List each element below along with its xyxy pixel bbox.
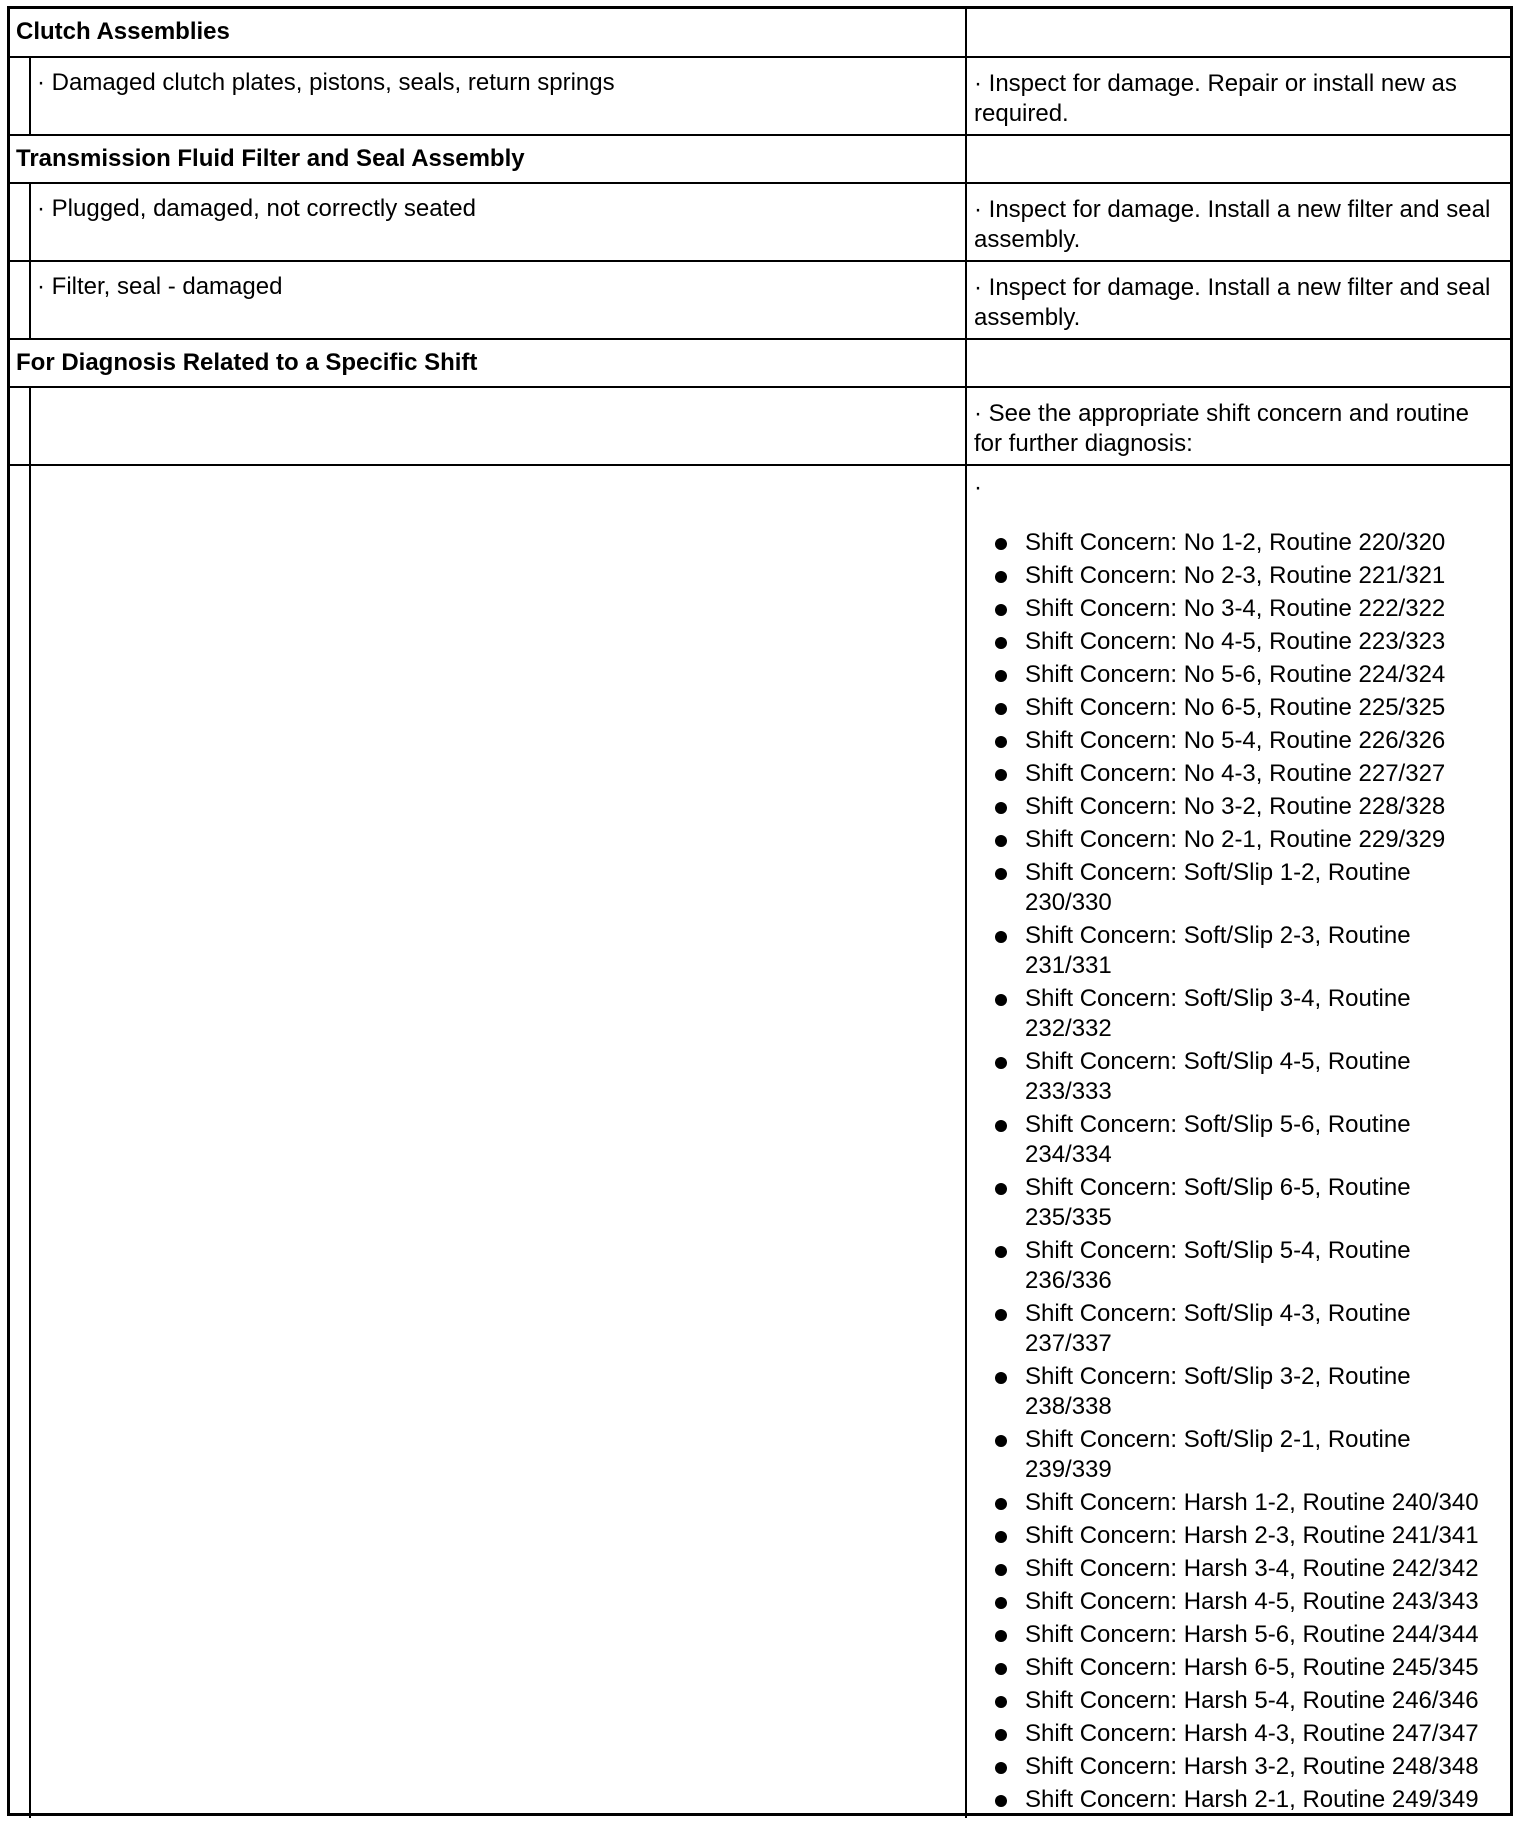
list-item xyxy=(974,1719,1502,1749)
bullet-icon xyxy=(995,736,1007,748)
bullet-icon xyxy=(995,1246,1007,1258)
list-item xyxy=(974,594,1502,624)
list-item xyxy=(974,921,1502,981)
concern-text: Shift Concern: No 2-3, Routine 221/321 xyxy=(1025,562,1446,589)
list-item xyxy=(974,1362,1502,1422)
bullet-icon xyxy=(995,994,1007,1006)
concern-text: Shift Concern: Soft/Slip 5-6, Routine 234/334 xyxy=(1025,1111,1411,1168)
list-marker: · xyxy=(974,474,982,501)
bullet-icon xyxy=(995,1696,1007,1708)
bullet-icon xyxy=(995,1372,1007,1384)
list-item xyxy=(974,528,1502,558)
concern-text: Shift Concern: Soft/Slip 2-3, Routine 231/331 xyxy=(1025,922,1411,979)
concern-text: Shift Concern: Harsh 5-6, Routine 244/344 xyxy=(1025,1621,1479,1648)
empty-cell xyxy=(966,9,1510,57)
empty-cell xyxy=(966,135,1510,183)
list-item xyxy=(974,561,1502,591)
cause-cell: · Filter, seal - damaged xyxy=(30,261,966,339)
bullet-icon xyxy=(995,1057,1007,1069)
list-item xyxy=(974,1236,1502,1296)
concern-text: Shift Concern: Harsh 5-4, Routine 246/346 xyxy=(1025,1687,1479,1714)
concern-text: Shift Concern: Soft/Slip 6-5, Routine 235/335 xyxy=(1025,1174,1411,1231)
bullet-icon xyxy=(995,1729,1007,1741)
shift-concern-list xyxy=(974,528,1502,1815)
concern-text: Shift Concern: No 4-5, Routine 223/323 xyxy=(1025,628,1446,655)
bullet-icon xyxy=(995,1663,1007,1675)
indent-cell xyxy=(10,183,30,261)
indent-cell xyxy=(10,261,30,339)
list-item xyxy=(974,1521,1502,1551)
section-header-clutch xyxy=(10,9,1510,57)
list-item xyxy=(974,1785,1502,1815)
bullet-icon xyxy=(995,571,1007,583)
bullet-icon xyxy=(995,1183,1007,1195)
bullet-icon xyxy=(995,1309,1007,1321)
bullet-icon xyxy=(995,703,1007,715)
bullet-icon xyxy=(995,769,1007,781)
bullet-icon xyxy=(995,1120,1007,1132)
bullet-icon xyxy=(995,802,1007,814)
list-item xyxy=(974,1488,1502,1518)
concern-text: Shift Concern: No 3-4, Routine 222/322 xyxy=(1025,595,1446,622)
list-item xyxy=(974,660,1502,690)
list-item xyxy=(974,1554,1502,1584)
concern-text: Shift Concern: Soft/Slip 5-4, Routine 236/336 xyxy=(1025,1237,1411,1294)
diagnostic-table xyxy=(10,9,1510,1818)
table-row xyxy=(10,465,1510,1818)
list-item xyxy=(974,1110,1502,1170)
list-item xyxy=(974,1653,1502,1683)
list-item xyxy=(974,858,1502,918)
bullet-icon xyxy=(995,1795,1007,1807)
concern-text: Shift Concern: Harsh 6-5, Routine 245/345 xyxy=(1025,1654,1479,1681)
section-title: Clutch Assemblies xyxy=(10,9,966,57)
list-item xyxy=(974,693,1502,723)
list-item xyxy=(974,1752,1502,1782)
concern-text: Shift Concern: No 5-4, Routine 226/326 xyxy=(1025,727,1446,754)
concern-text: Shift Concern: Harsh 2-3, Routine 241/341 xyxy=(1025,1522,1479,1549)
bullet-icon xyxy=(995,1435,1007,1447)
list-item xyxy=(974,825,1502,855)
action-cell: · Inspect for damage. Repair or install new as required. xyxy=(966,57,1510,135)
table-row xyxy=(10,57,1510,135)
concern-text: Shift Concern: Harsh 3-4, Routine 242/342 xyxy=(1025,1555,1479,1582)
indent-cell xyxy=(10,465,30,1818)
concern-text: Shift Concern: Soft/Slip 1-2, Routine 230/330 xyxy=(1025,859,1411,916)
bullet-icon xyxy=(995,637,1007,649)
concern-text: Shift Concern: No 4-3, Routine 227/327 xyxy=(1025,760,1446,787)
concern-text: Shift Concern: No 2-1, Routine 229/329 xyxy=(1025,826,1446,853)
cause-cell: · Plugged, damaged, not correctly seated xyxy=(30,183,966,261)
concern-text: Shift Concern: No 6-5, Routine 225/325 xyxy=(1025,694,1446,721)
section-title: Transmission Fluid Filter and Seal Assembly xyxy=(10,135,966,183)
bullet-icon xyxy=(995,1564,1007,1576)
concern-text: Shift Concern: Harsh 4-3, Routine 247/347 xyxy=(1025,1720,1479,1747)
list-item xyxy=(974,1299,1502,1359)
table-row xyxy=(10,183,1510,261)
table-row xyxy=(10,387,1510,465)
concern-list-cell xyxy=(966,465,1510,1818)
list-item xyxy=(974,1047,1502,1107)
diagnostic-table-page xyxy=(7,6,1513,1816)
list-item xyxy=(974,726,1502,756)
empty-cell xyxy=(966,339,1510,387)
section-header-shift xyxy=(10,339,1510,387)
concern-text: Shift Concern: Harsh 2-1, Routine 249/349 xyxy=(1025,1786,1479,1813)
concern-text: Shift Concern: Harsh 3-2, Routine 248/348 xyxy=(1025,1753,1479,1780)
concern-text: Shift Concern: No 1-2, Routine 220/320 xyxy=(1025,529,1446,556)
concern-text: Shift Concern: Soft/Slip 3-2, Routine 238/338 xyxy=(1025,1363,1411,1420)
action-cell: · Inspect for damage. Install a new filter and seal assembly. xyxy=(966,261,1510,339)
concern-text: Shift Concern: Soft/Slip 3-4, Routine 232/332 xyxy=(1025,985,1411,1042)
bullet-icon xyxy=(995,868,1007,880)
bullet-icon xyxy=(995,1762,1007,1774)
list-item xyxy=(974,984,1502,1044)
list-item xyxy=(974,1620,1502,1650)
concern-text: Shift Concern: No 3-2, Routine 228/328 xyxy=(1025,793,1446,820)
list-item xyxy=(974,1686,1502,1716)
list-item xyxy=(974,1587,1502,1617)
list-item xyxy=(974,627,1502,657)
empty-cell xyxy=(30,387,966,465)
action-cell: · Inspect for damage. Install a new filter and seal assembly. xyxy=(966,183,1510,261)
bullet-icon xyxy=(995,1597,1007,1609)
section-header-filter xyxy=(10,135,1510,183)
bullet-icon xyxy=(995,1531,1007,1543)
bullet-icon xyxy=(995,538,1007,550)
bullet-icon xyxy=(995,1498,1007,1510)
list-item xyxy=(974,1425,1502,1485)
bullet-icon xyxy=(995,1630,1007,1642)
list-item xyxy=(974,759,1502,789)
concern-text: Shift Concern: Soft/Slip 4-5, Routine 233/333 xyxy=(1025,1048,1411,1105)
section-title: For Diagnosis Related to a Specific Shift xyxy=(10,339,966,387)
empty-cell xyxy=(30,465,966,1818)
indent-cell xyxy=(10,387,30,465)
action-cell: · See the appropriate shift concern and routine for further diagnosis: xyxy=(966,387,1510,465)
bullet-icon xyxy=(995,931,1007,943)
concern-text: Shift Concern: Soft/Slip 4-3, Routine 237/337 xyxy=(1025,1300,1411,1357)
bullet-icon xyxy=(995,835,1007,847)
concern-text: Shift Concern: Harsh 4-5, Routine 243/343 xyxy=(1025,1588,1479,1615)
concern-text: Shift Concern: No 5-6, Routine 224/324 xyxy=(1025,661,1446,688)
list-item xyxy=(974,1173,1502,1233)
concern-text: Shift Concern: Harsh 1-2, Routine 240/340 xyxy=(1025,1489,1479,1516)
cause-cell: · Damaged clutch plates, pistons, seals, return springs xyxy=(30,57,966,135)
bullet-icon xyxy=(995,670,1007,682)
list-item xyxy=(974,792,1502,822)
indent-cell xyxy=(10,57,30,135)
bullet-icon xyxy=(995,604,1007,616)
concern-text: Shift Concern: Soft/Slip 2-1, Routine 239/339 xyxy=(1025,1426,1411,1483)
table-row xyxy=(10,261,1510,339)
